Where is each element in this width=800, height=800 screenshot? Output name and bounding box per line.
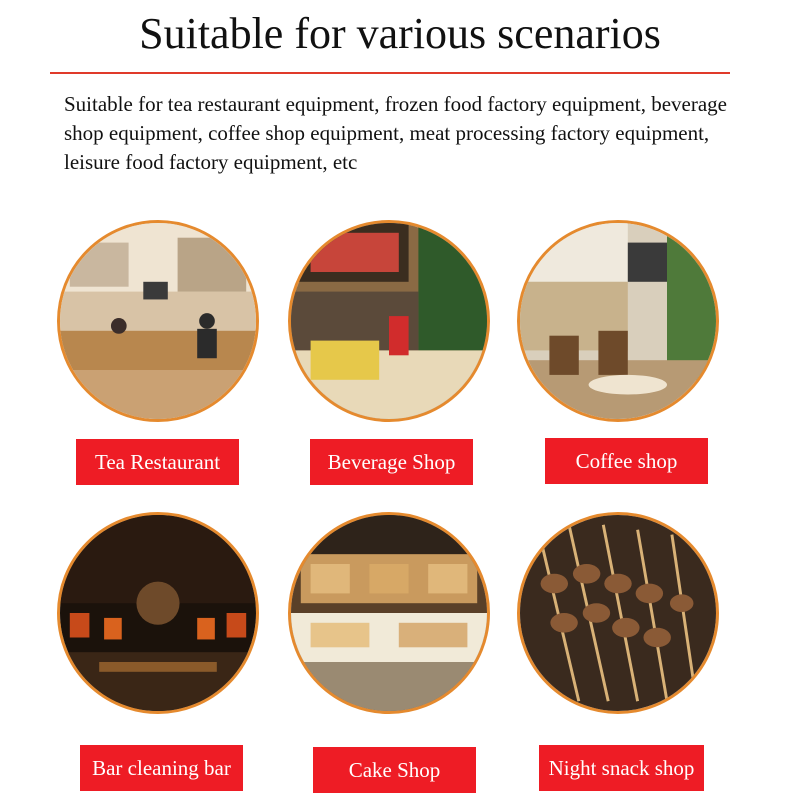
tea-restaurant-photo bbox=[57, 220, 259, 422]
tea-restaurant-label: Tea Restaurant bbox=[76, 439, 239, 485]
description-text: Suitable for tea restaurant equipment, frozen food factory equipment, beverage shop equipment, coffee shop equipment, meat processing factory equipment, leisure food factory equipment, etc bbox=[64, 92, 727, 174]
coffee-shop-label: Coffee shop bbox=[545, 438, 708, 484]
page-title: Suitable for various scenarios bbox=[139, 9, 661, 58]
beverage-shop-photo bbox=[288, 220, 490, 422]
coffee-shop-photo bbox=[517, 220, 719, 422]
night-snack-shop-label: Night snack shop bbox=[539, 745, 704, 791]
bar-label: Bar cleaning bar bbox=[80, 745, 243, 791]
cake-shop-photo bbox=[288, 512, 490, 714]
night-snack-shop-photo bbox=[517, 512, 719, 714]
title-divider bbox=[50, 72, 730, 74]
bar-photo bbox=[57, 512, 259, 714]
beverage-shop-label: Beverage Shop bbox=[310, 439, 473, 485]
cake-shop-label: Cake Shop bbox=[313, 747, 476, 793]
